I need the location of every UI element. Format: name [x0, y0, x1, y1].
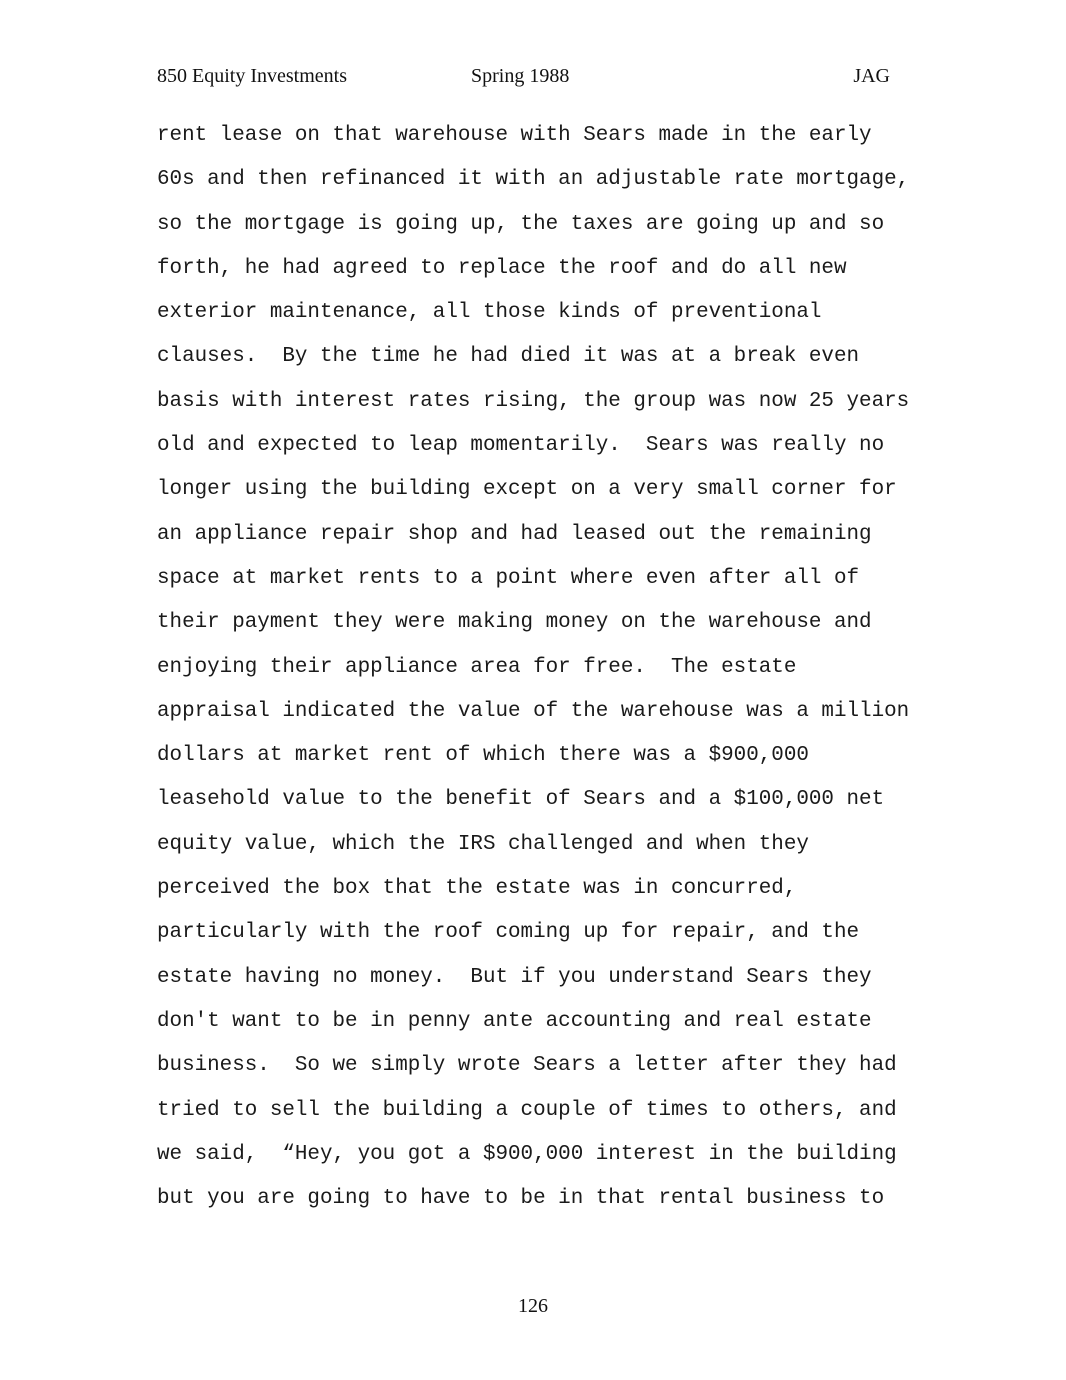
- text-line: their payment they were making money on the warehouse and: [157, 611, 872, 635]
- text-line: an appliance repair shop and had leased out the remaining: [157, 522, 872, 546]
- text-line: exterior maintenance, all those kinds of preventional: [157, 301, 822, 325]
- text-line: enjoying their appliance area for free. The estate: [157, 655, 797, 679]
- text-line: we said, “Hey, you got a $900,000 interest in the building: [157, 1142, 897, 1166]
- text-line: rent lease on that warehouse with Sears made in the early: [157, 124, 872, 147]
- text-line: forth, he had agreed to replace the roof and do all new: [157, 256, 847, 280]
- page-number: 126: [518, 1295, 548, 1317]
- text-line: clauses. By the time he had died it was at a break even: [157, 345, 860, 369]
- text-line: perceived the box that the estate was in concurred,: [157, 877, 797, 901]
- transcript-body: [157, 119, 937, 1226]
- text-line: appraisal indicated the value of the warehouse was a million: [157, 699, 910, 723]
- text-line: dollars at market rent of which there was a $900,000: [157, 744, 809, 768]
- header-initials: JAG: [853, 65, 890, 87]
- page-header: [157, 62, 890, 90]
- text-line: estate having no money. But if you understand Sears they: [157, 965, 872, 989]
- text-line: 60s and then refinanced it with an adjustable rate mortgage,: [157, 168, 910, 192]
- text-line: equity value, which the IRS challenged and when they: [157, 832, 809, 856]
- text-line: tried to sell the building a couple of times to others, and: [157, 1098, 897, 1122]
- text-line: old and expected to leap momentarily. Sears was really no: [157, 434, 885, 458]
- header-course-title: 850 Equity Investments: [157, 65, 347, 87]
- text-line: but you are going to have to be in that rental business to: [157, 1187, 885, 1211]
- text-line: particularly with the roof coming up for repair, and the: [157, 921, 860, 945]
- text-line: space at market rents to a point where even after all of: [157, 566, 860, 590]
- text-line: don't want to be in penny ante accounting and real estate: [157, 1009, 872, 1033]
- header-term: Spring 1988: [471, 65, 570, 87]
- text-line: so the mortgage is going up, the taxes are going up and so: [157, 212, 885, 236]
- text-line: longer using the building except on a very small corner for: [157, 478, 897, 502]
- text-line: basis with interest rates rising, the group was now 25 years: [157, 389, 910, 413]
- text-line: business. So we simply wrote Sears a letter after they had: [157, 1054, 897, 1078]
- text-line: leasehold value to the benefit of Sears and a $100,000 net: [157, 788, 885, 812]
